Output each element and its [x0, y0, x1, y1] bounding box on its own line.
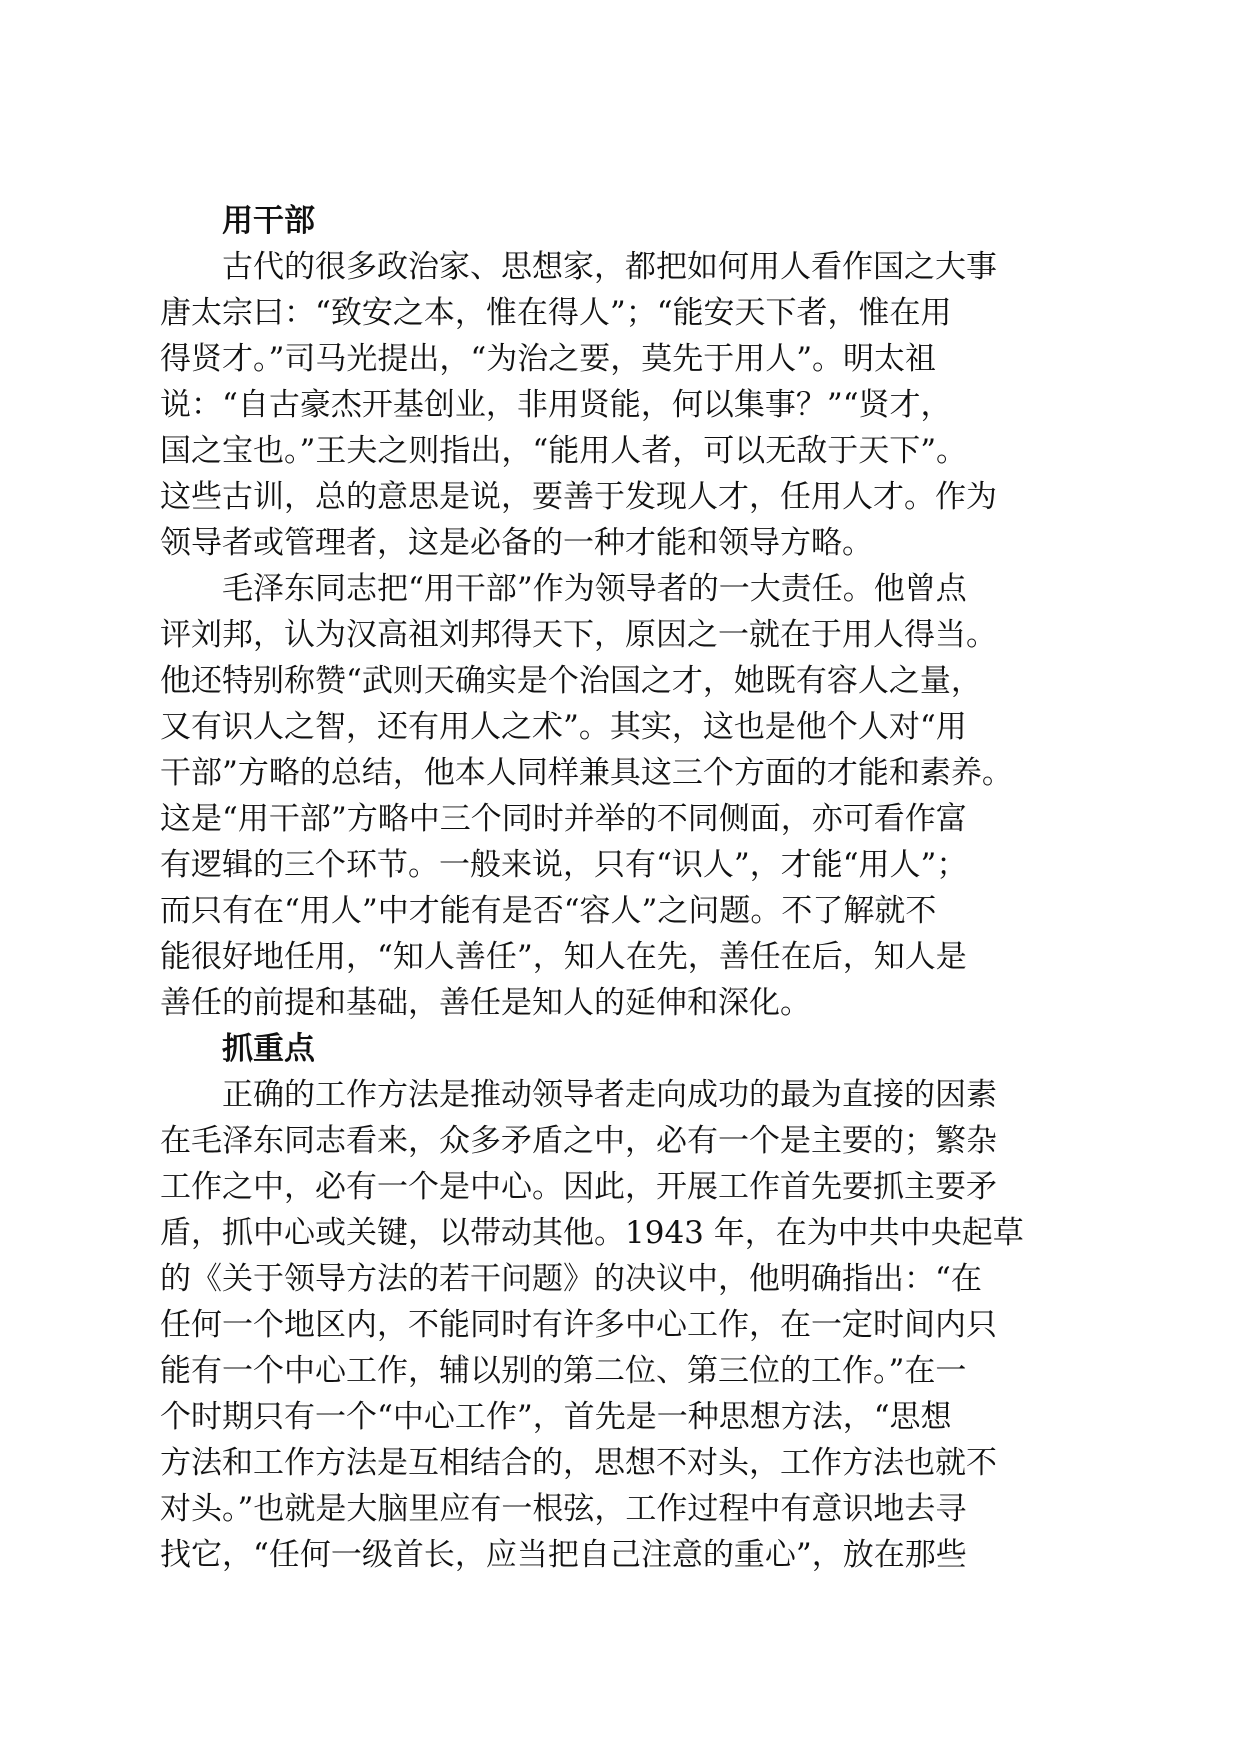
paragraph-line: 方法和工作方法是互相结合的，思想不对头，工作方法也就不 [160, 1445, 997, 1481]
paragraph-line: 又有识人之智，还有用人之术”。其实，这也是他个人对“用 [160, 709, 967, 745]
paragraph-line: 善任的前提和基础，善任是知人的延伸和深化。 [160, 985, 811, 1021]
paragraph-line: 干部”方略的总结，他本人同样兼具这三个方面的才能和素养。 [160, 755, 1013, 791]
paragraph-line: 唐太宗曰：“致安之本，惟在得人”；“能安天下者，惟在用 [160, 295, 952, 331]
section-heading-focus: 抓重点 [222, 1031, 315, 1067]
paragraph-line: 对头。”也就是大脑里应有一根弦，工作过程中有意识地去寻 [160, 1491, 967, 1527]
paragraph-line: 而只有在“用人”中才能有是否“容人”之问题。不了解就不 [160, 893, 937, 929]
paragraph-line: 领导者或管理者，这是必备的一种才能和领导方略。 [160, 525, 873, 561]
paragraph-line: 找它，“任何一级首长，应当把自己注意的重心”，放在那些 [160, 1537, 967, 1573]
paragraph-line: 说：“自古豪杰开基创业，非用贤能，何以集事？”“贤才， [160, 387, 952, 423]
paragraph-line: 的《关于领导方法的若干问题》的决议中，他明确指出：“在 [160, 1261, 982, 1297]
paragraph-line: 能很好地任用，“知人善任”，知人在先，善任在后，知人是 [160, 939, 967, 975]
paragraph-line: 个时期只有一个“中心工作”，首先是一种思想方法，“思想 [160, 1399, 952, 1435]
paragraph-line: 他还特别称赞“武则天确实是个治国之才，她既有容人之量， [160, 663, 982, 699]
paragraph-line: 得贤才。”司马光提出，“为治之要，莫先于用人”。明太祖 [160, 341, 937, 377]
paragraph-line: 评刘邦，认为汉高祖刘邦得天下，原因之一就在于用人得当。 [160, 617, 997, 653]
paragraph-line: 有逻辑的三个环节。一般来说，只有“识人”，才能“用人”； [160, 847, 968, 883]
paragraph-line: 正确的工作方法是推动领导者走向成功的最为直接的因素 [222, 1077, 997, 1113]
paragraph-line: 任何一个地区内，不能同时有许多中心工作，在一定时间内只 [160, 1307, 997, 1343]
paragraph-line: 国之宝也。”王夫之则指出，“能用人者，可以无敌于天下”。 [160, 433, 968, 469]
paragraph-line: 这是“用干部”方略中三个同时并举的不同侧面，亦可看作富 [160, 801, 967, 837]
paragraph-line: 盾，抓中心或关键，以带动其他。1943 年，在为中共中央起草 [160, 1215, 1024, 1251]
paragraph-line: 在毛泽东同志看来，众多矛盾之中，必有一个是主要的；繁杂 [160, 1123, 997, 1159]
paragraph-line: 能有一个中心工作，辅以别的第二位、第三位的工作。”在一 [160, 1353, 967, 1389]
paragraph-line: 工作之中，必有一个是中心。因此，开展工作首先要抓主要矛 [160, 1169, 997, 1205]
paragraph-line: 古代的很多政治家、思想家，都把如何用人看作国之大事 [222, 249, 997, 285]
section-heading-cadres: 用干部 [222, 203, 315, 239]
paragraph-line: 毛泽东同志把“用干部”作为领导者的一大责任。他曾点 [222, 571, 967, 607]
paragraph-line: 这些古训，总的意思是说，要善于发现人才，任用人才。作为 [160, 479, 997, 515]
